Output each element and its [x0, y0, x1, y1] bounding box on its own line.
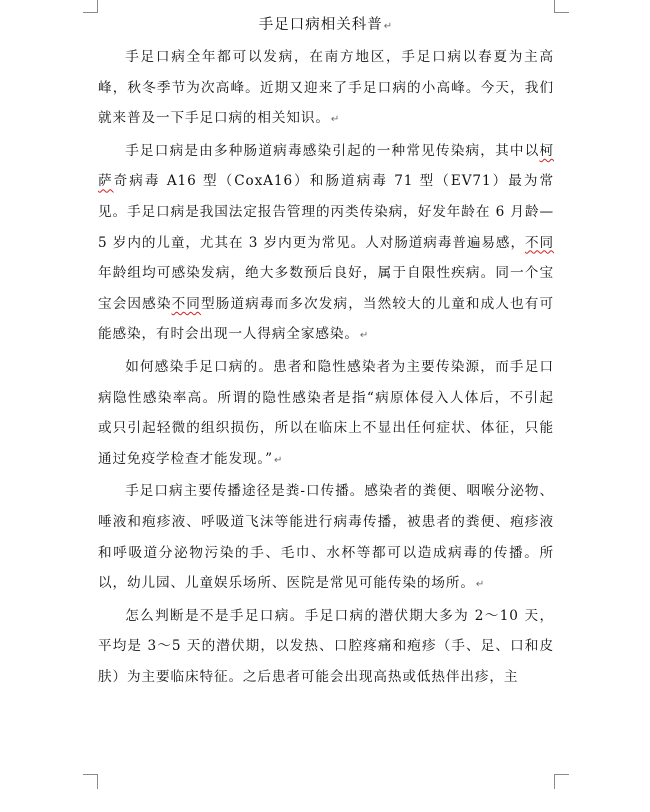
- crop-mark-top-left: [83, 0, 98, 13]
- paragraph-text: 手足口病主要传播途径是粪-口传播。感染者的粪便、咽喉分泌物、唾液和疱疹液、呼吸道飞沫等能进行病毒传播，被患者的粪便、疱疹液和呼吸道分泌物污染的手、毛巾、水杯等都可以造成病毒的传播。所以，幼儿园、儿童娱乐场所、医院是常见可能传染的场所。: [98, 483, 554, 592]
- crop-mark-bottom-left: [83, 774, 98, 789]
- paragraph-text: 型肠道病毒而多次发病，当然较大的儿童和成人也有可能感染，有时会出现一人得病全家感染。: [98, 295, 554, 343]
- paragraph-text: 手足口病全年都可以发病，在南方地区，手足口病以春夏为主高峰，秋冬季节为次高峰。近期又迎来了手足口病的小高峰。今天，我们就来普及一下手足口病的相关知识。: [98, 49, 554, 127]
- paragraph-mark-icon: ↵: [330, 114, 341, 126]
- paragraph: [98, 352, 554, 476]
- document-title: [98, 10, 554, 40]
- paragraph-text: 怎么判断是不是手足口病。手足口病的潜伏期大多为 2～10 天，平均是 3～5 天的潜伏期，以发热、口腔疼痛和疱疹（手、足、口和皮肤）为主要临床特征。之后患者可能会出现高热或低热伴出疹，主: [98, 607, 554, 685]
- paragraph: [98, 42, 554, 136]
- document-title-text: 手足口病相关科普: [258, 17, 383, 33]
- document-body[interactable]: [98, 10, 554, 692]
- paragraph-text: 手足口病是由多种肠道病毒感染引起的一种常见传染病，其中以: [125, 142, 540, 159]
- crop-mark-bottom-right: [554, 774, 569, 789]
- spellcheck-flagged-text: 柯萨: [98, 142, 554, 190]
- paragraph-mark-icon: ↵: [383, 21, 394, 32]
- paragraph-mark-icon: ↵: [273, 454, 284, 466]
- paragraph-text: 奇病毒 A16 型（CoxA16）和肠道病毒 71 型（EV71）最为常见。手足口病是我国法定报告管理的丙类传染病，好发年龄在 6 月龄—5 岁内的儿童，尤其在 3 岁内更为常见。人对肠道病毒普遍易感，: [98, 173, 554, 251]
- paragraph-text: 年龄组均可感染发病，绝大多数预后良好，属于自限性疾病。同一个宝宝会因感染: [98, 265, 554, 312]
- paragraph: [98, 136, 554, 352]
- paragraph-mark-icon: ↵: [475, 579, 486, 591]
- spellcheck-flagged-text: 不同: [171, 295, 202, 312]
- paragraph-list: [98, 42, 554, 692]
- crop-mark-top-right: [554, 0, 569, 13]
- paragraph: [98, 601, 554, 693]
- spellcheck-flagged-text: 不同: [524, 234, 554, 251]
- paragraph: [98, 476, 554, 600]
- paragraph-text: 如何感染手足口病的。患者和隐性感染者为主要传染源，而手足口病隐性感染率高。所谓的隐性感染者是指“病原体侵入人体后，不引起或只引起轻微的组织损伤，所以在临床上不显出任何症状、体征，只能通过免疫学检查才能发现。”: [98, 358, 554, 467]
- paragraph-mark-icon: ↵: [359, 330, 370, 342]
